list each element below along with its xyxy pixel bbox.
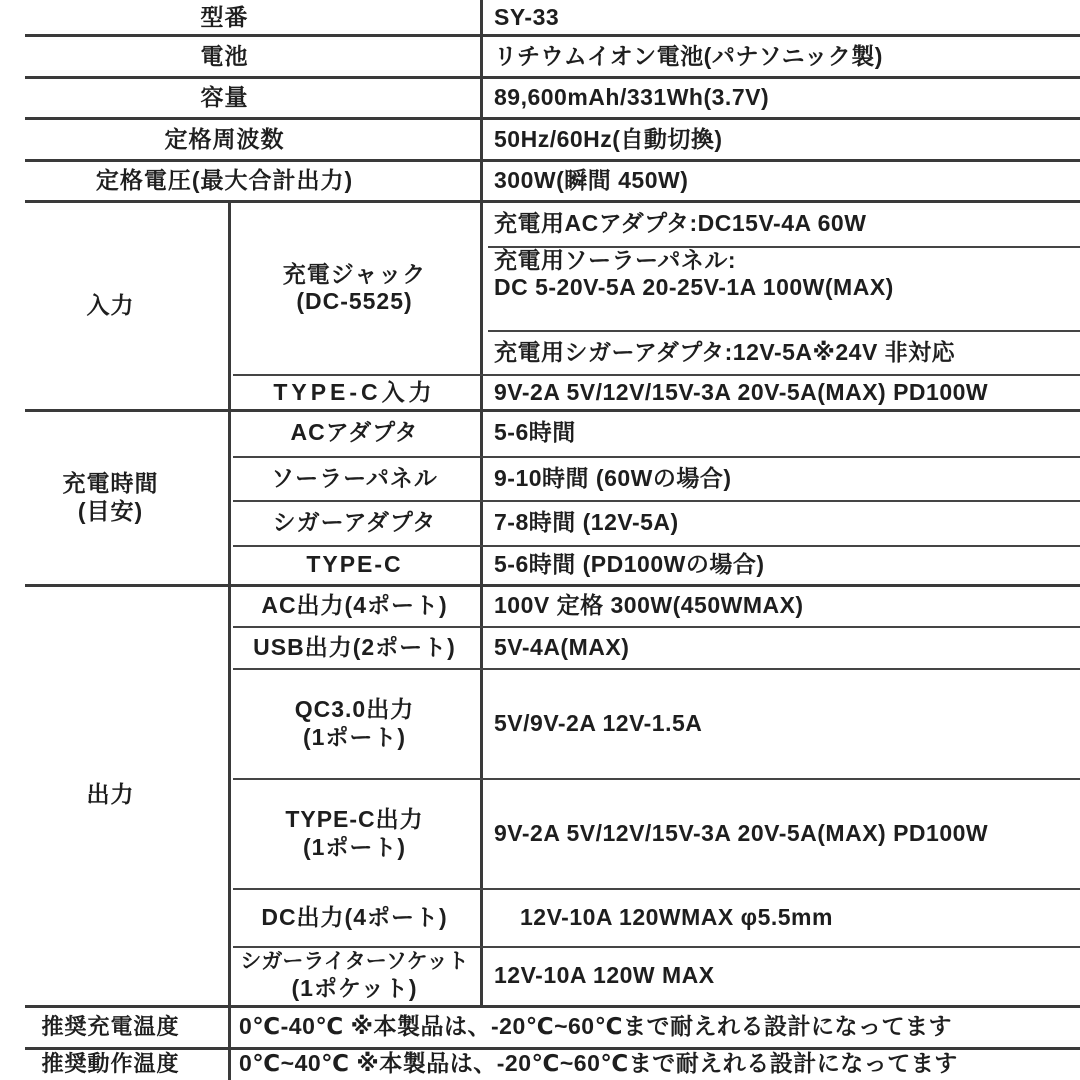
- value-input-solar-line1: 充電用ソーラーパネル:: [494, 247, 737, 273]
- label-chargetime-line1: 充電時間: [62, 470, 159, 497]
- value-ct-ac-adapter: 5-6時間: [494, 419, 576, 446]
- label-out-ac: AC出力(4ポート): [261, 591, 448, 618]
- label-out-usb: USB出力(2ポート): [253, 633, 456, 660]
- label-ct-typec: TYPE-C: [306, 551, 403, 578]
- value-battery: リチウムイオン電池(パナソニック製): [494, 42, 883, 69]
- value-out-qc: 5V/9V-2A 12V-1.5A: [494, 709, 703, 736]
- value-operating-temp: 0℃~40℃ ※本製品は、-20℃~60℃まで耐えれる設計になってます: [239, 1050, 958, 1077]
- label-out-cigar-line2: (1ポケット): [291, 974, 418, 1001]
- value-input-car-adapter: 充電用シガーアダプタ:12V-5A※24V 非対応: [494, 339, 956, 366]
- value-ct-car-adapter: 7-8時間 (12V-5A): [494, 509, 679, 536]
- value-frequency: 50Hz/60Hz(自動切換): [494, 125, 723, 152]
- label-frequency: 定格周波数: [164, 125, 285, 152]
- value-charge-temp: 0℃-40℃ ※本製品は、-20℃~60℃まで耐えれる設計になってます: [239, 1012, 952, 1039]
- value-out-dc: 12V-10A 120WMAX φ5.5mm: [520, 903, 833, 930]
- label-out-qc-line1: QC3.0出力: [294, 696, 415, 723]
- label-chargetime-line2: (目安): [77, 497, 144, 524]
- value-capacity: 89,600mAh/331Wh(3.7V): [494, 84, 770, 111]
- label-input-section: 入力: [86, 291, 135, 318]
- value-ct-typec: 5-6時間 (PD100Wの場合): [494, 551, 765, 578]
- label-ct-car-adapter: シガーアダプタ: [272, 509, 437, 536]
- label-out-typec-line1: TYPE-C出力: [285, 806, 424, 833]
- value-input-solar: [482, 247, 1080, 331]
- label-model: 型番: [200, 3, 249, 30]
- label-out-qc-line2: (1ポート): [302, 723, 407, 750]
- value-out-cigar: 12V-10A 120W MAX: [494, 962, 715, 989]
- label-chargetime-section: [25, 410, 228, 585]
- label-typec-input: TYPE-C入力: [273, 378, 436, 405]
- label-voltage: 定格電圧(最大合計出力): [95, 167, 354, 194]
- label-operating-temp: 推奨動作温度: [41, 1051, 180, 1077]
- value-voltage: 300W(瞬間 450W): [494, 167, 689, 194]
- value-out-usb: 5V-4A(MAX): [494, 633, 630, 660]
- label-charge-jack-line1: 充電ジャック: [282, 260, 427, 287]
- value-out-ac: 100V 定格 300W(450WMAX): [494, 591, 804, 618]
- label-battery: 電池: [200, 42, 249, 69]
- label-ct-ac-adapter: ACアダプタ: [290, 419, 419, 446]
- value-model: SY-33: [494, 3, 560, 30]
- value-input-ac-adapter: 充電用ACアダプタ:DC15V-4A 60W: [494, 210, 867, 237]
- label-out-cigar-line1: シガーライターソケット: [240, 950, 469, 974]
- label-charge-temp: 推奨充電温度: [41, 1013, 180, 1039]
- label-out-typec: [229, 779, 480, 888]
- label-ct-solar: ソーラーパネル: [271, 464, 438, 491]
- label-charge-jack-line2: (DC-5525): [296, 288, 413, 314]
- label-charge-jack: [229, 201, 480, 375]
- value-ct-solar: 9-10時間 (60Wの場合): [494, 464, 732, 491]
- value-out-typec: 9V-2A 5V/12V/15V-3A 20V-5A(MAX) PD100W: [494, 819, 989, 846]
- label-out-typec-line2: (1ポート): [302, 833, 407, 860]
- label-capacity: 容量: [200, 84, 249, 111]
- label-out-dc: DC出力(4ポート): [261, 903, 448, 930]
- label-out-qc: [229, 669, 480, 778]
- label-output-section: 出力: [86, 781, 135, 808]
- value-input-solar-line2: DC 5-20V-5A 20-25V-1A 100W(MAX): [494, 274, 894, 301]
- label-out-cigar: [229, 947, 480, 1005]
- value-typec-input: 9V-2A 5V/12V/15V-3A 20V-5A(MAX) PD100W: [494, 378, 989, 405]
